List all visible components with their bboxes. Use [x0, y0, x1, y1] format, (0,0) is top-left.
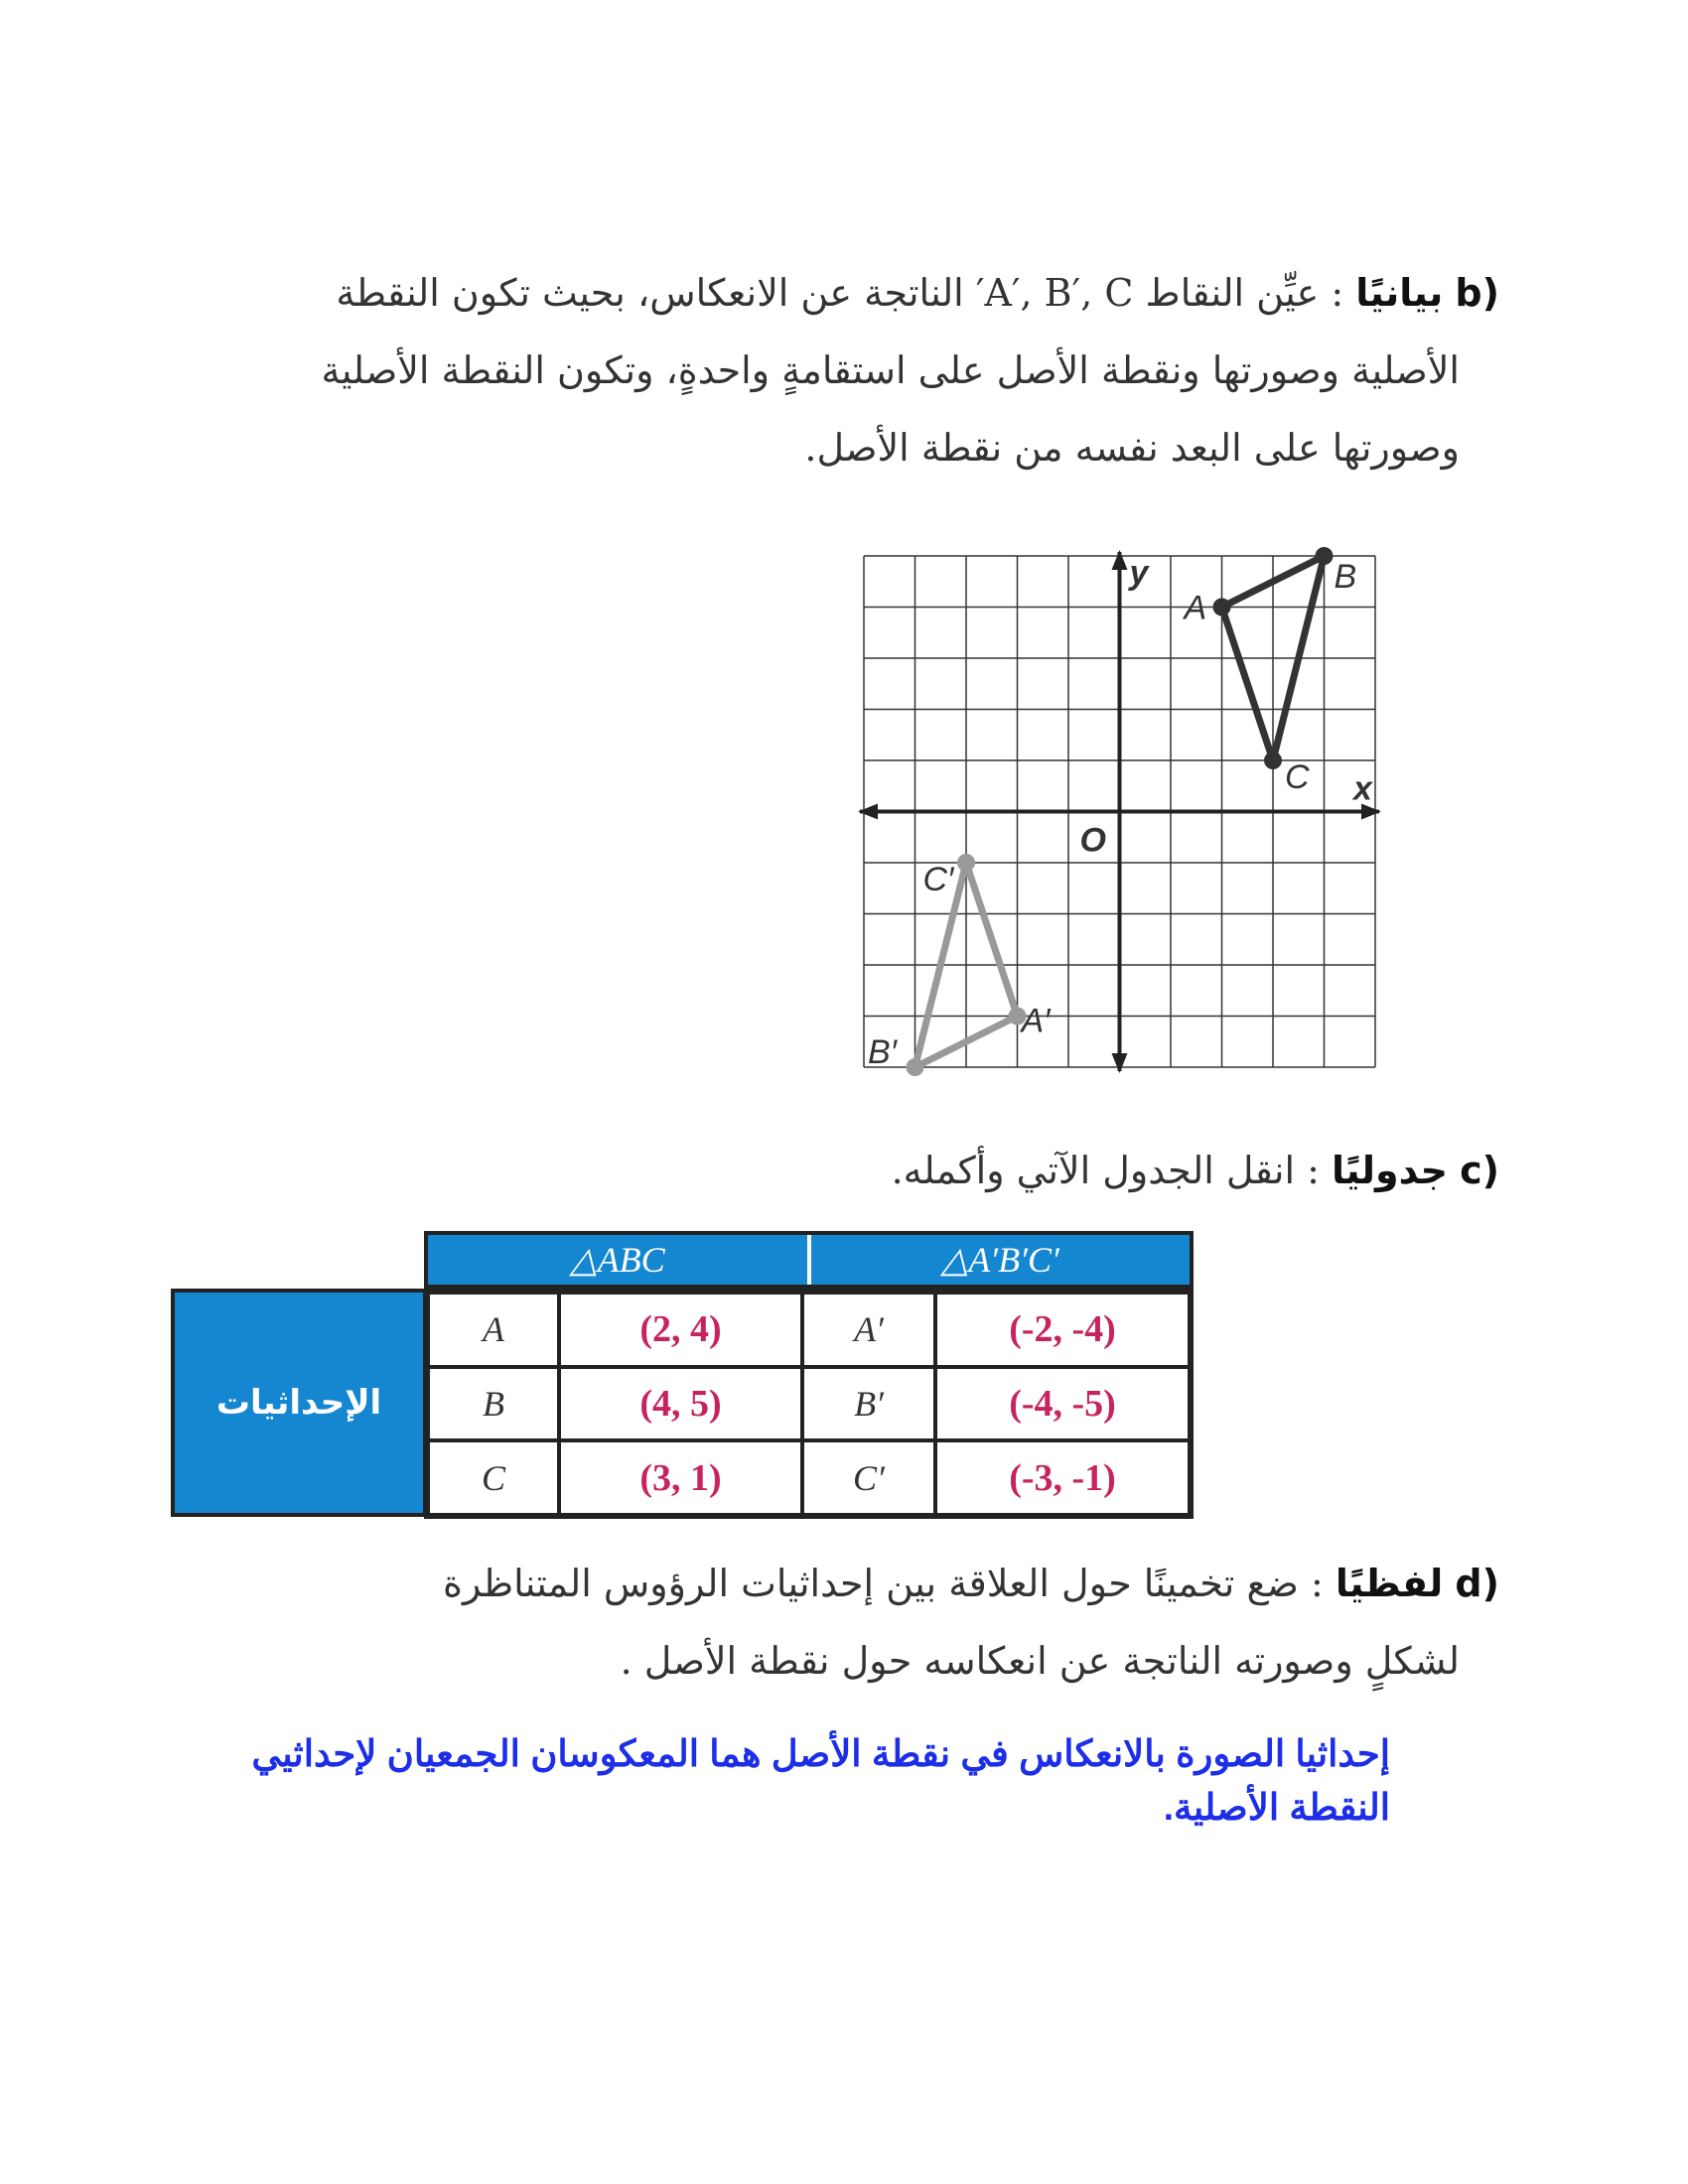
coordinates-side-label: الإحداثيات: [171, 1289, 427, 1517]
part-d-line1: d) لفظيًا : ضع تخمينًا حول العلاقة بين إحداثيات الرؤوس المتناظرة: [443, 1562, 1499, 1605]
label-c: C: [1285, 758, 1310, 796]
part-b-text-1: عيِّن النقاط A′, B′, C′ الناتجة عن الانعكاس، بحيث تكون النقطة: [336, 271, 1320, 315]
label-b-prime: B′: [868, 1033, 898, 1071]
image-vertex-value: (-4, -5): [935, 1367, 1190, 1441]
vertex-point: [907, 1058, 924, 1076]
part-c-text: انقل الجدول الآتي وأكمله.: [891, 1149, 1296, 1192]
vertex-name: C: [428, 1440, 559, 1515]
vertex-point: [1316, 547, 1334, 565]
coordinates-table: [171, 1231, 1194, 1519]
vertex-name: B: [428, 1367, 559, 1441]
vertex-value: (4, 5): [559, 1367, 802, 1441]
part-b: [238, 254, 1499, 486]
header-image: △A′B′C′: [807, 1235, 1191, 1285]
label-b: B: [1334, 558, 1357, 596]
part-d: [357, 1545, 1499, 1700]
vertex-point: [1213, 599, 1231, 616]
image-vertex-name: A′: [802, 1293, 935, 1367]
vertex-point: [957, 854, 975, 872]
part-b-title: بيانيًا: [1355, 271, 1444, 315]
label-a-prime: A′: [1021, 1002, 1051, 1040]
image-vertex-name: C′: [802, 1440, 935, 1515]
y-axis-arrow-up: [1112, 550, 1128, 570]
table-body: [424, 1289, 1194, 1519]
part-c: c) جدوليًا : انقل الجدول الآتي وأكمله.: [891, 1149, 1499, 1192]
part-d-text-1: ضع تخمينًا حول العلاقة بين إحداثيات الرؤوس المتناظرة: [443, 1562, 1299, 1605]
part-d-line2: لشكلٍ وصورته الناتجة عن انعكاسه حول نقطة الأصل .: [620, 1639, 1460, 1683]
y-axis-arrow-down: [1112, 1053, 1128, 1073]
part-c-title: جدوليًا: [1331, 1149, 1448, 1192]
x-axis-arrow-left: [858, 804, 878, 820]
part-b-line1: b) بيانيًا : عيِّن النقاط A′, B′, C′ الناتجة عن الانعكاس، بحيث تكون النقطة: [336, 271, 1499, 315]
part-b-line2: الأصلية وصورتها ونقطة الأصل على استقامةٍ واحدةٍ، وتكون النقطة الأصلية: [321, 348, 1460, 392]
image-vertex-value: (-2, -4): [935, 1293, 1190, 1367]
table-header: [424, 1231, 1194, 1289]
image-vertex-name: B′: [802, 1367, 935, 1441]
header-original: △ABC: [569, 1240, 665, 1280]
label-a: A: [1184, 589, 1207, 627]
part-b-label: b): [1455, 271, 1499, 315]
vertex-value: (2, 4): [559, 1293, 802, 1367]
part-d-title: لفظيًا: [1335, 1562, 1444, 1605]
vertex-point: [1264, 751, 1282, 769]
x-axis-label: x: [1353, 769, 1372, 808]
origin-label: O: [1079, 821, 1106, 860]
part-c-label: c): [1460, 1149, 1499, 1192]
vertex-value: (3, 1): [559, 1440, 802, 1515]
label-c-prime: C′: [922, 861, 954, 898]
vertex-name: A: [428, 1293, 559, 1367]
coordinate-graph: [854, 546, 1370, 1082]
y-axis-label: y: [1129, 554, 1149, 592]
part-d-label: d): [1455, 1562, 1499, 1605]
answer-text: إحداثيا الصورة بالانعكاس في نقطة الأصل هما المعكوسان الجمعيان لإحداثيي النقطة الأصلية.: [251, 1733, 1390, 1828]
part-b-line3: وصورتها على البعد نفسه من نقطة الأصل.: [804, 426, 1460, 470]
image-vertex-value: (-3, -1): [935, 1440, 1190, 1515]
